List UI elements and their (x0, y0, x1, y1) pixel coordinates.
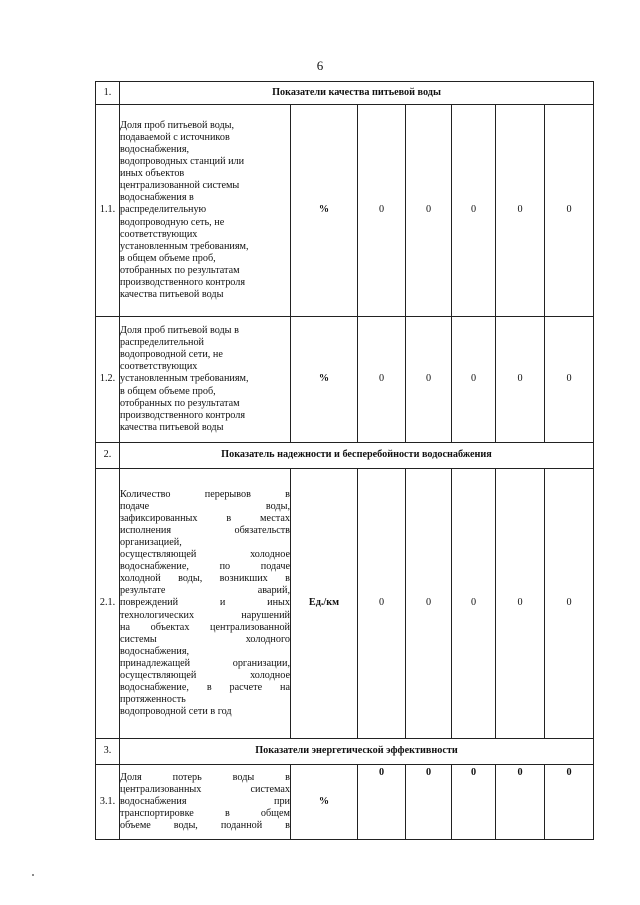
value-cell: 0 (545, 105, 594, 317)
value-cell: 0 (452, 105, 496, 317)
indicator-line: технологических нарушений (120, 609, 290, 621)
indicator-line: установленным требованиям, (120, 373, 249, 385)
indicators-table (95, 81, 594, 840)
indicator-line: водопроводную сеть, не (120, 216, 225, 228)
indicator-line: соответствующих (120, 361, 198, 373)
indicator-line: осуществляющей холодное (120, 670, 290, 682)
indicator-line: отобранных по результатам (120, 264, 240, 276)
section-number: 3. (96, 739, 120, 765)
indicator-line: водоснабжение, по подаче (120, 561, 290, 573)
indicator-name (120, 105, 291, 317)
indicator-line: распределительной (120, 337, 205, 349)
row-number: 1.2. (96, 317, 120, 443)
section-header-row (96, 739, 594, 765)
indicator-line: соответствующих (120, 228, 198, 240)
value-cell: 0 (358, 765, 406, 840)
row-number: 1.1. (96, 105, 120, 317)
indicator-line: Доля проб питьевой воды в (120, 325, 239, 337)
value-cell: 0 (496, 765, 545, 840)
indicator-line: водопроводных станций или (120, 156, 245, 168)
indicator-line: отобранных по результатам (120, 397, 240, 409)
unit-cell: Ед./км (291, 469, 358, 739)
indicator-line: транспортировке в общем (120, 808, 290, 820)
table-row (96, 469, 594, 739)
indicator-line: холодной воды, возникших в (120, 573, 290, 585)
indicator-line: принадлежащей организации, (120, 657, 290, 669)
indicator-name (120, 317, 291, 443)
indicator-line: результате аварий, (120, 585, 290, 597)
indicator-line: организацией, (120, 536, 182, 548)
indicator-line: системы холодного (120, 633, 290, 645)
row-number: 2.1. (96, 469, 120, 739)
indicator-line: подаче воды, (120, 500, 290, 512)
table-row (96, 317, 594, 443)
value-cell: 0 (545, 317, 594, 443)
section-number: 2. (96, 443, 120, 469)
indicator-line: водоснабжения, (120, 143, 190, 155)
indicator-line: Доля потерь воды в (120, 771, 290, 783)
indicator-line: иных объектов (120, 168, 185, 180)
indicator-line: производственного контроля (120, 277, 246, 289)
row-number: 3.1. (96, 765, 120, 840)
indicator-line: водопроводной сети в год (120, 706, 232, 718)
indicator-line: водоснабжение, в расчете на (120, 682, 290, 694)
value-cell: 0 (406, 105, 452, 317)
indicator-line: зафиксированных в местах (120, 512, 290, 524)
indicator-line: протяженность (120, 694, 186, 706)
value-cell: 0 (452, 317, 496, 443)
indicator-line: на объектах централизованной (120, 621, 290, 633)
indicator-line: осуществляющей холодное (120, 549, 290, 561)
indicator-line: централизованной системы (120, 180, 240, 192)
indicator-line: распределительную (120, 204, 207, 216)
indicator-line: подаваемой с источников (120, 131, 230, 143)
indicator-line: водоснабжения, (120, 645, 190, 657)
indicator-line: повреждений и иных (120, 597, 290, 609)
indicator-line: централизованных системах (120, 783, 290, 795)
table-row (96, 105, 594, 317)
indicator-line: качества питьевой воды (120, 289, 224, 301)
unit-cell: % (291, 105, 358, 317)
section-header-row (96, 82, 594, 105)
value-cell: 0 (358, 105, 406, 317)
section-number: 1. (96, 82, 120, 105)
value-cell: 0 (358, 469, 406, 739)
indicator-line: качества питьевой воды (120, 421, 224, 433)
value-cell: 0 (406, 469, 452, 739)
indicator-name (120, 765, 291, 840)
indicator-line: в общем объеме проб, (120, 252, 216, 264)
unit-cell: % (291, 317, 358, 443)
indicator-line: водоснабжения при (120, 795, 290, 807)
indicator-name (120, 469, 291, 739)
section-title: Показатели энергетической эффективности (120, 739, 594, 765)
indicator-line: исполнения обязательств (120, 524, 290, 536)
value-cell: 0 (358, 317, 406, 443)
indicator-line: производственного контроля (120, 409, 246, 421)
indicator-line: водопроводной сети, не (120, 349, 223, 361)
section-header-row (96, 443, 594, 469)
value-cell: 0 (496, 317, 545, 443)
page-number: 6 (316, 58, 324, 73)
section-title: Показатели качества питьевой воды (120, 82, 594, 105)
indicator-line: Доля проб питьевой воды, (120, 119, 235, 131)
value-cell: 0 (452, 469, 496, 739)
section-title: Показатель надежности и бесперебойности водоснабжения (120, 443, 594, 469)
indicator-line: объеме воды, поданной в (120, 820, 290, 832)
value-cell: 0 (545, 765, 594, 840)
indicator-line: Количество перерывов в (120, 488, 290, 500)
value-cell: 0 (496, 105, 545, 317)
value-cell: 0 (545, 469, 594, 739)
table-row (96, 765, 594, 840)
value-cell: 0 (452, 765, 496, 840)
indicator-line: установленным требованиям, (120, 240, 249, 252)
value-cell: 0 (406, 317, 452, 443)
scan-speck (32, 874, 34, 876)
indicator-line: в общем объеме проб, (120, 385, 216, 397)
unit-cell: % (291, 765, 358, 840)
value-cell: 0 (406, 765, 452, 840)
indicator-line: водоснабжения в (120, 192, 194, 204)
value-cell: 0 (496, 469, 545, 739)
